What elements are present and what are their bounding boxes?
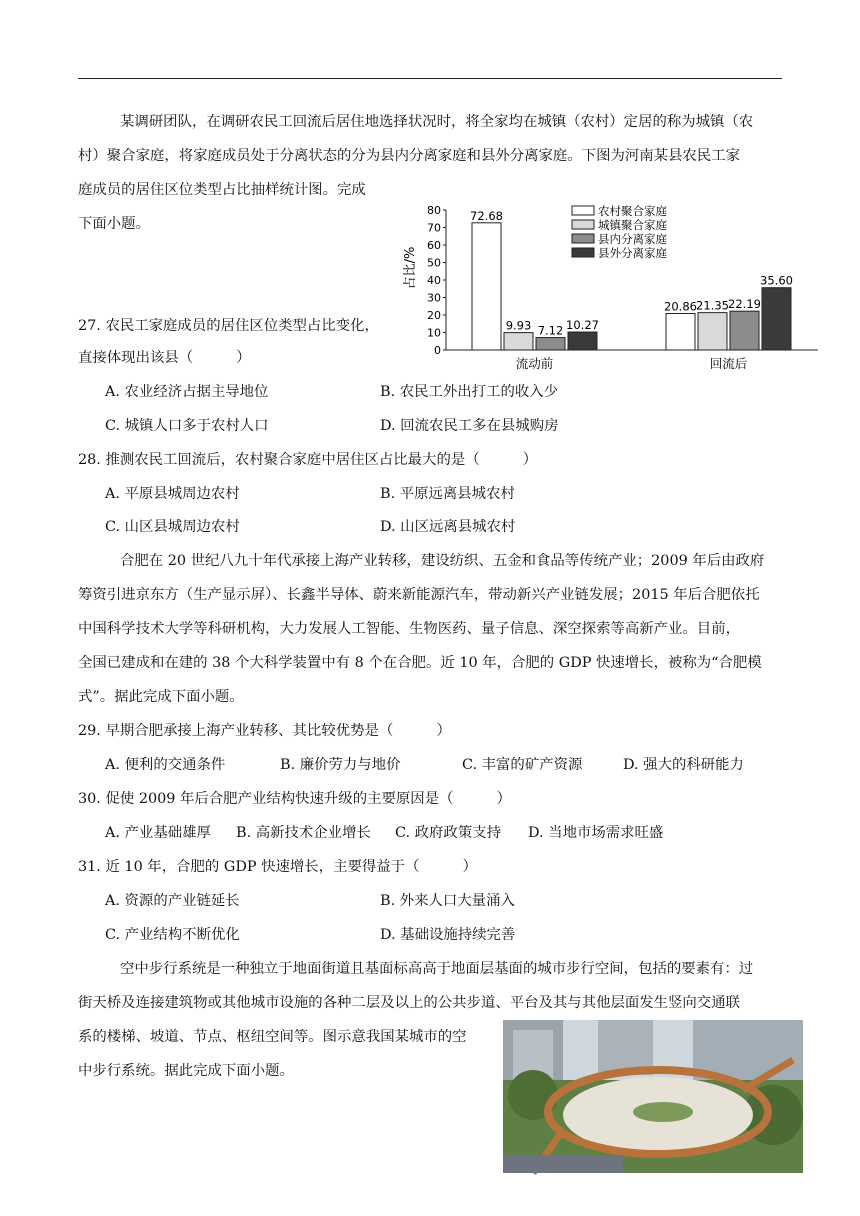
header-rule xyxy=(78,78,782,79)
y-tick-label: 60 xyxy=(427,239,441,252)
legend-label: 城镇聚合家庭 xyxy=(598,218,667,232)
legend xyxy=(572,204,667,260)
q27-stem-line1: 27. 农民工家庭成员的居住区位类型占比变化， xyxy=(78,318,379,334)
q31-option-d: D. 基础设施持续完善 xyxy=(380,927,516,943)
bar-value-label: 35.60 xyxy=(760,273,793,288)
x-category-label: 回流后 xyxy=(709,356,748,371)
intro1-line1: 某调研团队，在调研农民工回流后居住地选择状况时，将全家均在城镇（农村）定居的称为城镇（农 xyxy=(120,114,754,130)
y-axis-label: 占比/% xyxy=(403,246,418,290)
q28-option-a: A. 平原县城周边农村 xyxy=(105,486,240,502)
aerial-skywalk-photo xyxy=(503,1020,803,1173)
bar xyxy=(472,223,501,350)
road xyxy=(503,1155,623,1173)
y-tick-label: 0 xyxy=(434,344,441,357)
intro3-line2: 街天桥及连接建筑物或其他城市设施的各种二层及以上的公共步道、平台及其与其他层面发生竖向交通联 xyxy=(78,995,740,1011)
q27-option-b: B. 农民工外出打工的收入少 xyxy=(380,384,559,400)
bar xyxy=(762,288,791,350)
bar xyxy=(730,311,759,350)
bar-value-label: 22.19 xyxy=(728,297,761,312)
bar-value-label: 20.86 xyxy=(664,299,697,314)
legend-label: 县外分离家庭 xyxy=(598,246,667,260)
bar xyxy=(698,313,727,350)
q27-stem-line2: 直接体现出该县（ ） xyxy=(78,350,251,366)
x-category-label: 流动前 xyxy=(515,356,554,371)
intro2-line2: 筹资引进京东方（生产显示屏）、长鑫半导体、蔚来新能源汽车，带动新兴产业链发展；2015 年后合肥依托 xyxy=(78,587,760,603)
bar-value-label: 10.27 xyxy=(566,318,599,333)
q27-option-a: A. 农业经济占据主导地位 xyxy=(105,384,269,400)
q29-option-a: A. 便利的交通条件 xyxy=(105,757,226,773)
y-tick-label: 30 xyxy=(427,291,441,305)
legend-swatch xyxy=(572,234,594,243)
y-tick-label: 70 xyxy=(427,221,441,235)
intro2-line1: 合肥在 20 世纪八九十年代承接上海产业转移，建设纺织、五金和食品等传统产业；2009 年后由政府 xyxy=(120,553,765,569)
bar xyxy=(536,338,565,350)
q31-option-a: A. 资源的产业链延长 xyxy=(105,893,240,909)
q28-option-c: C. 山区县城周边农村 xyxy=(105,519,240,535)
q29-option-c: C. 丰富的矿产资源 xyxy=(462,757,583,773)
q31-option-c: C. 产业结构不断优化 xyxy=(105,927,240,943)
y-tick-label: 10 xyxy=(427,326,441,340)
q30-option-c: C. 政府政策支持 xyxy=(395,825,501,841)
q31-option-b: B. 外来人口大量涌入 xyxy=(380,893,515,909)
y-tick-label: 20 xyxy=(427,309,441,322)
legend-swatch xyxy=(572,206,594,215)
bar-value-label: 9.93 xyxy=(505,318,532,333)
bar xyxy=(666,313,695,350)
q30-option-b: B. 高新技术企业增长 xyxy=(236,825,371,841)
y-tick-label: 80 xyxy=(427,204,441,217)
q28-stem: 28. 推测农民工回流后，农村聚合家庭中居住区占比最大的是（ ） xyxy=(78,452,538,468)
intro1-line3: 庭成员的居住区位类型占比抽样统计图。完成 xyxy=(78,182,366,198)
plaza-lawn xyxy=(633,1102,693,1122)
q29-option-b: B. 廉价劳力与地价 xyxy=(280,757,401,773)
q30-option-d: D. 当地市场需求旺盛 xyxy=(528,825,664,841)
q30-stem: 30. 促使 2009 年后合肥产业结构快速升级的主要原因是（ ） xyxy=(78,791,511,807)
bar-value-label: 72.68 xyxy=(470,208,503,223)
q29-stem: 29. 早期合肥承接上海产业转移、其比较优势是（ ） xyxy=(78,723,451,739)
intro3-line1: 空中步行系统是一种独立于地面街道且基面标高高于地面层基面的城市步行空间，包括的要素有：过 xyxy=(120,961,754,977)
q29-option-d: D. 强大的科研能力 xyxy=(623,757,744,773)
intro2-line3: 中国科学技术大学等科研机构，大力发展人工智能、生物医药、量子信息、深空探索等高新产业。目前， xyxy=(78,621,740,637)
q28-option-d: D. 山区远离县城农村 xyxy=(380,519,516,535)
intro2-line5: 式”。据此完成下面小题。 xyxy=(78,689,244,705)
q28-option-b: B. 平原远离县城农村 xyxy=(380,486,515,502)
bar-value-label: 21.35 xyxy=(696,298,729,313)
intro1-line4: 下面小题。 xyxy=(78,216,150,232)
y-tick-label: 50 xyxy=(427,256,441,270)
intro3-line3: 系的楼梯、坡道、节点、枢纽空间等。图示意我国某城市的空 xyxy=(78,1029,467,1045)
bar xyxy=(568,332,597,350)
q27-option-c: C. 城镇人口多于农村人口 xyxy=(105,418,269,434)
intro1-line2: 村）聚合家庭，将家庭成员处于分离状态的分为县内分离家庭和县外分离家庭。下图为河南某县农民工家 xyxy=(78,148,740,164)
bar-value-label: 7.12 xyxy=(537,323,564,338)
q31-stem: 31. 近 10 年，合肥的 GDP 快速增长，主要得益于（ ） xyxy=(78,859,477,875)
legend-label: 县内分离家庭 xyxy=(598,232,667,246)
legend-label: 农村聚合家庭 xyxy=(598,204,667,218)
x-axis-categories xyxy=(516,356,748,371)
y-tick-label: 40 xyxy=(427,274,441,287)
bar xyxy=(504,333,533,350)
intro2-line4: 全国已建成和在建的 38 个大科学装置中有 8 个在合肥。近 10 年，合肥的 GDP 快速增长，被称为“合肥模 xyxy=(78,655,762,671)
intro3-line4: 中步行系统。据此完成下面小题。 xyxy=(78,1063,294,1079)
q27-option-d: D. 回流农民工多在县城购房 xyxy=(380,418,559,434)
q30-option-a: A. 产业基础雄厚 xyxy=(105,825,211,841)
legend-swatch xyxy=(572,220,594,229)
legend-swatch xyxy=(572,248,594,257)
residence-type-bar-chart xyxy=(403,198,826,376)
